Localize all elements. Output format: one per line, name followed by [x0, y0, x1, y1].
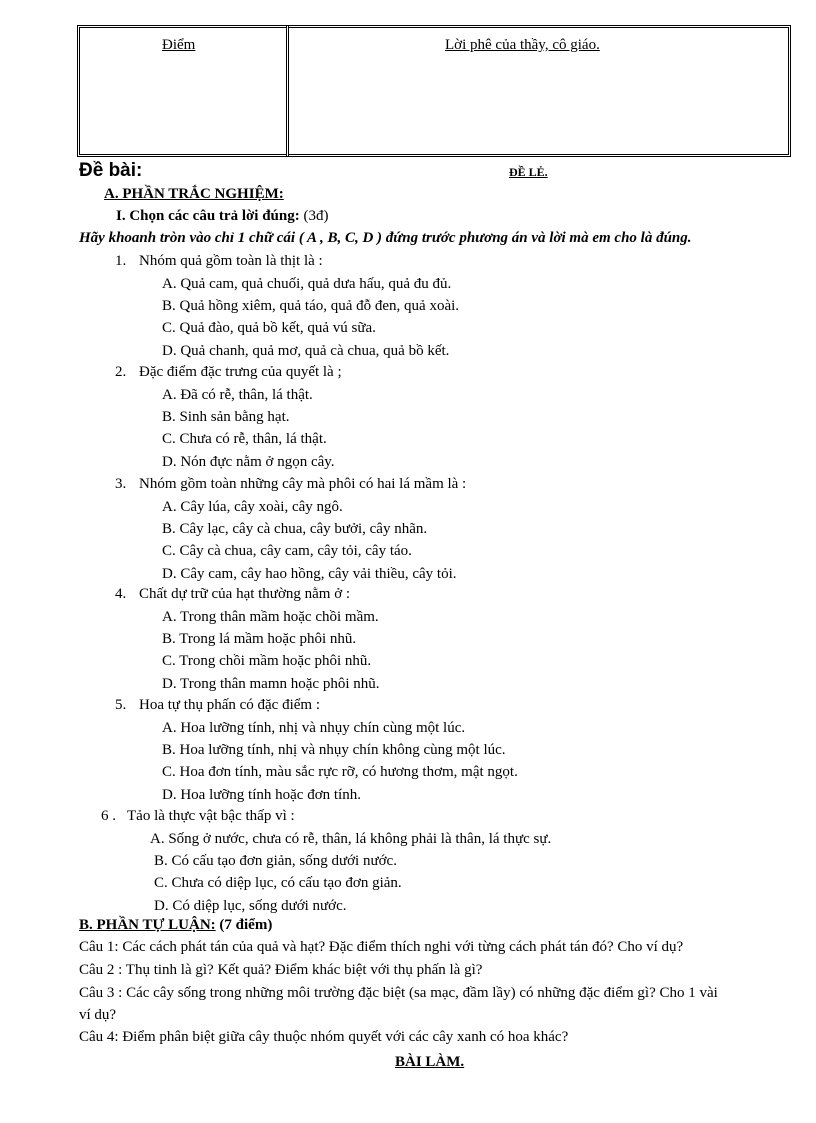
question-text: Nhóm gồm toàn những cây mà phôi có hai lá mầm là :	[139, 476, 467, 492]
answer-option: D. Có diệp lục, sống dưới nước.	[154, 897, 347, 914]
question-number: 1.	[115, 253, 127, 269]
essay-question-3-line-2: ví dụ?	[79, 1007, 117, 1023]
answer-option: A. Cây lúa, cây xoài, cây ngô.	[162, 498, 343, 515]
bai-lam-heading: BÀI LÀM.	[395, 1054, 465, 1070]
question-5	[115, 697, 320, 714]
answer-option: D. Trong thân mamn hoặc phôi nhũ.	[162, 675, 380, 692]
answer-option: A. Đã có rễ, thân, lá thật.	[162, 386, 313, 403]
answer-option: B. Quả hồng xiêm, quả táo, quả đỗ đen, quả xoài.	[162, 297, 460, 314]
question-text: Chất dự trữ của hạt thường nằm ở :	[139, 586, 351, 602]
answer-option: D. Quả chanh, quả mơ, quả cà chua, quả bồ kết.	[162, 342, 450, 359]
score-label: Điểm	[162, 37, 196, 53]
question-number: 4.	[115, 586, 127, 602]
answer-option: C. Chưa có rễ, thân, lá thật.	[162, 431, 327, 448]
answer-option: C. Trong chồi mầm hoặc phôi nhũ.	[162, 653, 372, 670]
question-text: Tảo là thực vật bậc thấp vì :	[127, 808, 295, 824]
part-a-heading	[104, 186, 284, 203]
question-4	[115, 586, 350, 603]
answer-option: C. Cây cà chua, cây cam, cây tỏi, cây táo.	[162, 543, 412, 560]
essay-question-4: Câu 4: Điểm phân biệt giữa cây thuộc nhóm quyết với các cây xanh có hoa khác?	[79, 1029, 569, 1045]
essay-question-3-line-1: Câu 3 : Các cây sống trong những môi trường đặc biệt (sa mạc, đầm lầy) có những đặc điểm gì? Cho 1 vài	[79, 985, 718, 1001]
comment-label: Lời phê của thầy, cô giáo.	[445, 37, 600, 53]
question-number: 3.	[115, 476, 127, 492]
part-a-heading-text: A. PHẦN TRẮC NGHIỆM:	[104, 186, 284, 202]
answer-option: A. Trong thân mầm hoặc chồi mầm.	[162, 608, 379, 625]
part-a-subheading-text: I. Chọn các câu trả lời đúng:	[116, 208, 300, 224]
answer-option: C. Hoa đơn tính, màu sắc rực rỡ, có hương thơm, mật ngọt.	[162, 764, 518, 781]
question-text: Đặc điểm đặc trưng của quyết là ;	[139, 364, 342, 380]
answer-option: B. Cây lạc, cây cà chua, cây bưởi, cây nhãn.	[162, 520, 428, 537]
question-text: Hoa tự thụ phấn có đặc điểm :	[139, 697, 320, 713]
answer-option: A. Hoa lưỡng tính, nhị và nhụy chín cùng một lúc.	[162, 719, 466, 736]
part-a-instruction: Hãy khoanh tròn vào chỉ 1 chữ cái ( A , B, C, D ) đứng trước phương án và lời mà em cho là đúng.	[79, 230, 692, 246]
part-a-points: (3đ)	[299, 208, 329, 224]
answer-option: A. Quả cam, quả chuối, quả dưa hấu, quả đu đủ.	[162, 275, 452, 292]
answer-option: B. Có cấu tạo đơn giản, sống dưới nước.	[154, 852, 397, 869]
question-6	[101, 808, 295, 825]
answer-option: B. Sinh sản bằng hạt.	[162, 408, 290, 425]
essay-question-2: Câu 2 : Thụ tinh là gì? Kết quả? Điểm khác biệt với thụ phấn là gì?	[79, 962, 483, 978]
part-b-heading-text: B. PHẦN TỰ LUẬN:	[79, 917, 216, 933]
answer-option: D. Hoa lưỡng tính hoặc đơn tính.	[162, 786, 361, 803]
question-text: Nhóm quả gồm toàn là thịt là :	[139, 253, 323, 269]
question-number: 5.	[115, 697, 127, 713]
part-b-points: (7 điểm)	[215, 917, 273, 933]
de-bai-title: Đề bài:	[79, 160, 143, 181]
question-number: 2.	[115, 364, 127, 380]
answer-option: C. Quả đào, quả bồ kết, quả vú sữa.	[162, 320, 376, 337]
question-3	[115, 476, 466, 493]
question-2	[115, 364, 342, 381]
part-a-subheading	[116, 208, 329, 225]
de-le-label: ĐỀ LẺ.	[509, 165, 548, 179]
answer-option: C. Chưa có diệp lục, có cấu tạo đơn giản.	[154, 875, 402, 892]
answer-option: D. Nón đực nằm ở ngọn cây.	[162, 453, 335, 470]
answer-option: A. Sống ở nước, chưa có rễ, thân, lá không phải là thân, lá thực sự.	[150, 830, 552, 847]
question-number: 6 .	[101, 808, 116, 824]
answer-option: D. Cây cam, cây hao hồng, cây vải thiều, cây tỏi.	[162, 565, 457, 582]
answer-option: B. Trong lá mầm hoặc phôi nhũ.	[162, 630, 357, 647]
answer-option: B. Hoa lưỡng tính, nhị và nhụy chín không cùng một lúc.	[162, 741, 506, 758]
question-1	[115, 253, 323, 270]
part-b-heading	[79, 917, 272, 934]
essay-question-1: Câu 1: Các cách phát tán của quả và hạt? Đặc điểm thích nghi với từng cách phát tán đó? Cho ví dụ?	[79, 939, 684, 955]
